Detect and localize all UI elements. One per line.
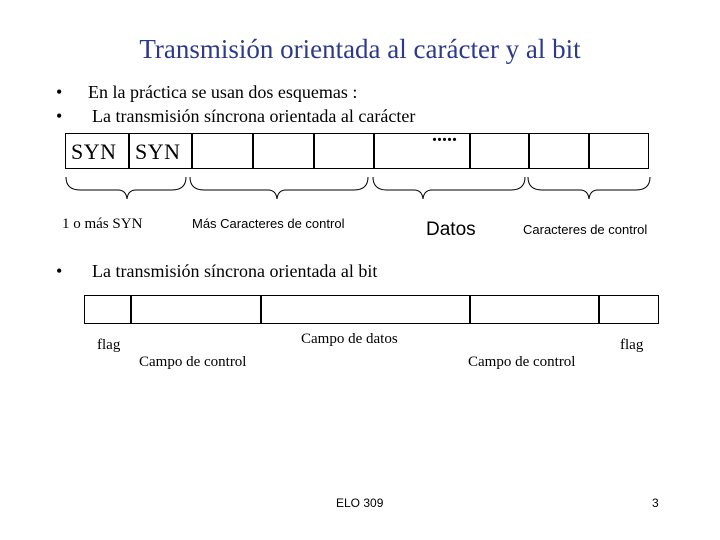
brace-syn	[66, 177, 186, 199]
label-one-or-more-syn: 1 o más SYN	[62, 216, 143, 232]
bit-cell-control	[130, 295, 262, 324]
brace-data	[373, 177, 525, 199]
syn-label: SYN	[71, 139, 117, 164]
bullet-text-char-oriented: La transmisión síncrona orientada al carácter	[92, 106, 416, 126]
bit-cell-control	[469, 295, 600, 324]
brace-control	[528, 177, 650, 199]
bit-cell-flag	[84, 295, 132, 324]
label-more-control-chars: Más Caracteres de control	[192, 216, 345, 231]
syn-label: SYN	[135, 139, 181, 164]
label-data-field: Campo de datos	[301, 331, 398, 347]
bullet-text-schemes: En la práctica se usan dos esquemas :	[88, 82, 358, 102]
bullet-text-bit-oriented: La transmisión síncrona orientada al bit	[92, 261, 378, 281]
label-control-chars: Caracteres de control	[523, 222, 648, 237]
slide-title: Transmisión orientada al carácter y al bit	[139, 34, 581, 64]
bit-cell-data	[260, 295, 471, 324]
bullet-marker: •	[56, 82, 63, 102]
bullet-marker: •	[56, 261, 63, 281]
bit-cell-flag	[598, 295, 659, 324]
label-control-field-right: Campo de control	[468, 354, 576, 370]
ellipsis-dots: .....	[432, 124, 457, 146]
footer-course: ELO 309	[336, 496, 384, 510]
bullet-marker: •	[56, 106, 63, 126]
label-control-field-left: Campo de control	[139, 354, 247, 370]
label-flag-left: flag	[97, 337, 121, 353]
label-flag-right: flag	[620, 337, 644, 353]
label-data: Datos	[426, 219, 476, 240]
footer-page-number: 3	[652, 496, 659, 510]
brace-more-control	[190, 177, 368, 199]
